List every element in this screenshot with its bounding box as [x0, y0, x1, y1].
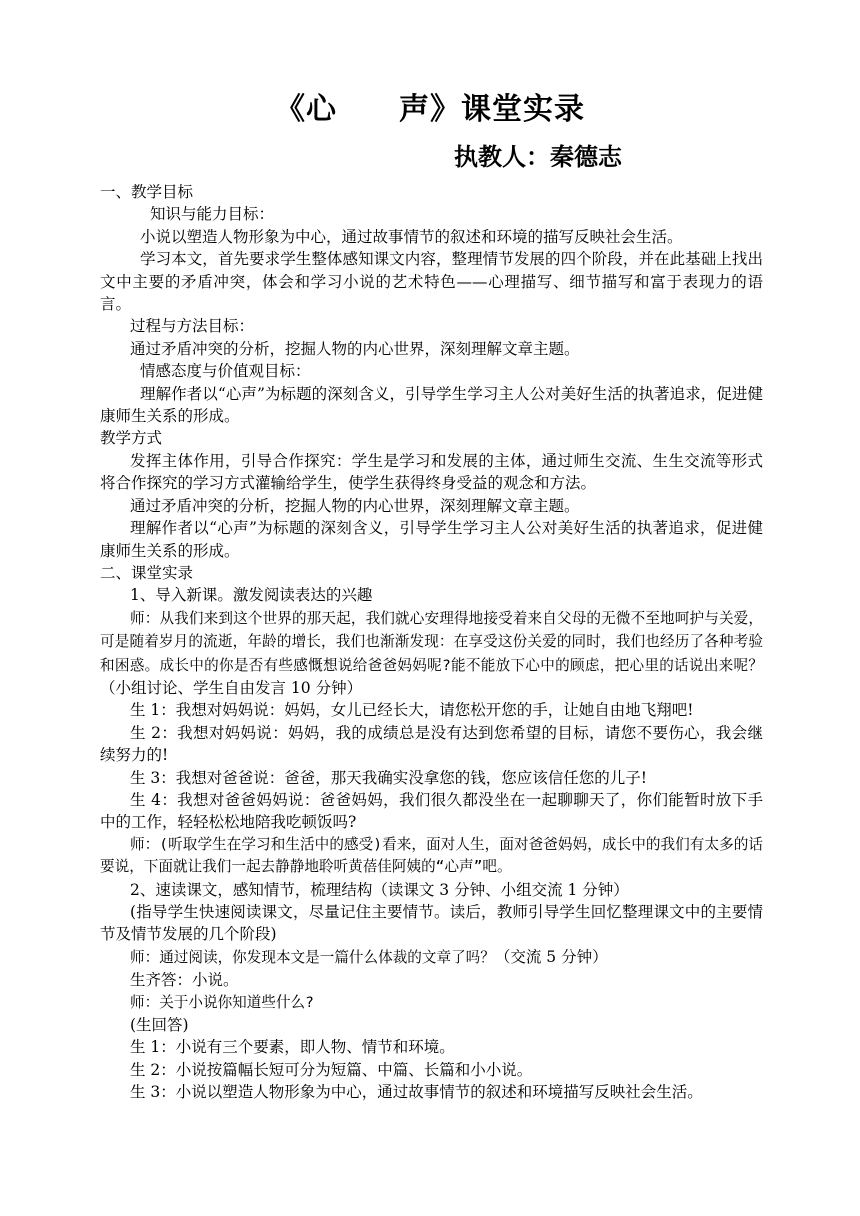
student-speech: 生 1：我想对妈妈说：妈妈，女儿已经长大，请您松开您的手，让她自由地飞翔吧! — [130, 701, 694, 720]
section-heading-teaching-goals: 一、教学目标 — [100, 183, 194, 201]
activity-note: （小组讨论、学生自由发言 10 分钟） — [100, 678, 363, 697]
subheading-emotion-values: 情感态度与价值观目标： — [140, 362, 311, 381]
teacher-speech — [100, 946, 763, 969]
document-body — [100, 181, 763, 1104]
activity-note: （交流 5 分钟） — [494, 947, 608, 966]
subheading-process-method: 过程与方法目标： — [130, 317, 255, 336]
student-speech: 生 4：我想对爸爸妈妈说：爸爸妈妈，我们很久都没坐在一起聊聊天了，你们能暂时放下手中的工作，轻轻松松地陪我吃顿饭吗? — [100, 790, 763, 832]
instruction-note: (指导学生快速阅读课文，尽量记住主要情节。读后，教师引导学生回忆整理课文中的主要情节及情节发展的几个阶段) — [100, 903, 763, 944]
paragraph: 理解作者以“心声”为标题的深刻含义，引导学生学习主人公对美好生活的执著追求，促进健康师生关系的形成。 — [100, 519, 763, 560]
author-line: 执教人：秦德志 — [454, 143, 622, 171]
teacher-speech-text: 师：通过阅读，你发现本文是一篇什么体裁的文章了吗？ — [130, 948, 495, 966]
teacher-speech — [100, 607, 763, 700]
paragraph: 小说以塑造人物形象为中心，通过故事情节的叙述和环境的描写反映社会生活。 — [140, 227, 683, 246]
instruction-note: (生回答) — [130, 1016, 189, 1035]
paragraph: 发挥主体作用，引导合作探究：学生是学习和发展的主体，通过师生交流、生生交流等形式将合作探究的学习方式灌输给学生，使学生获得终身受益的观念和方法。 — [100, 451, 763, 493]
paragraph: 通过矛盾冲突的分析，挖掘人物的内心世界，深刻理解文章主题。 — [130, 496, 580, 515]
paragraph: 理解作者以“心声”为标题的深刻含义，引导学生学习主人公对美好生活的执著追求，促进健康师生关系的形成。 — [100, 384, 763, 426]
teacher-speech-text: 师：从我们来到这个世界的那天起，我们就心安理得地接受着来自父母的无微不至地呵护与关爱，可是随着岁月的流逝，年龄的增长，我们也渐渐发现：在享受这份关爱的同时，我们也经历了各种考验和困惑。成长中的你是否有些感慨想说给爸爸妈妈呢?能不能放下心中的顾虑，把心里的话说出来呢？ — [100, 609, 763, 674]
section-heading-class-record: 二、课堂实录 — [100, 563, 194, 582]
subheading-knowledge-ability: 知识与能力目标： — [150, 205, 275, 224]
student-speech: 生 3：小说以塑造人物形象为中心，通过故事情节的叙述和环境描写反映社会生活。 — [130, 1083, 703, 1102]
student-speech: 生 2：小说按篇幅长短可分为短篇、中篇、长篇和小小说。 — [130, 1060, 533, 1079]
step-heading-2: 2、速读课文，感知情节，梳理结构（读课文 3 分钟、小组交流 1 分钟） — [130, 880, 629, 899]
step-heading-1: 1、导入新课。激发阅读表达的兴趣 — [130, 586, 373, 605]
section-heading-teaching-method: 教学方式 — [100, 429, 163, 448]
teacher-speech: 师：关于小说你知道些什么? — [130, 993, 314, 1011]
student-speech: 生齐答：小说。 — [130, 971, 239, 990]
paragraph: 学习本文，首先要求学生整体感知课文内容，整理情节发展的四个阶段，并在此基础上找出文中主要的矛盾冲突，体会和学习小说的艺术特色——心理描写、细节描写和富于表现力的语言。 — [100, 250, 763, 314]
paragraph: 通过矛盾冲突的分析，挖掘人物的内心世界，深刻理解文章主题。 — [130, 339, 580, 358]
student-speech: 生 3：我想对爸爸说：爸爸，那天我确实没拿您的钱，您应该信任您的儿子! — [130, 768, 648, 787]
document-title: 《心 声》课堂实录 — [275, 92, 585, 127]
student-speech: 生 2：我想对妈妈说：妈妈，我的成绩总是没有达到您希望的目标，请您不要伤心，我会继续努力的! — [100, 723, 763, 765]
student-speech: 生 1：小说有三个要素，即人物、情节和环境。 — [130, 1038, 455, 1057]
teacher-speech: 师：(听取学生在学习和生活中的感受)看来，面对人生，面对爸爸妈妈，成长中的我们有太多的话要说，下面就让我们一起去静静地聆听黄蓓佳阿姨的“心声”吧。 — [100, 835, 763, 876]
